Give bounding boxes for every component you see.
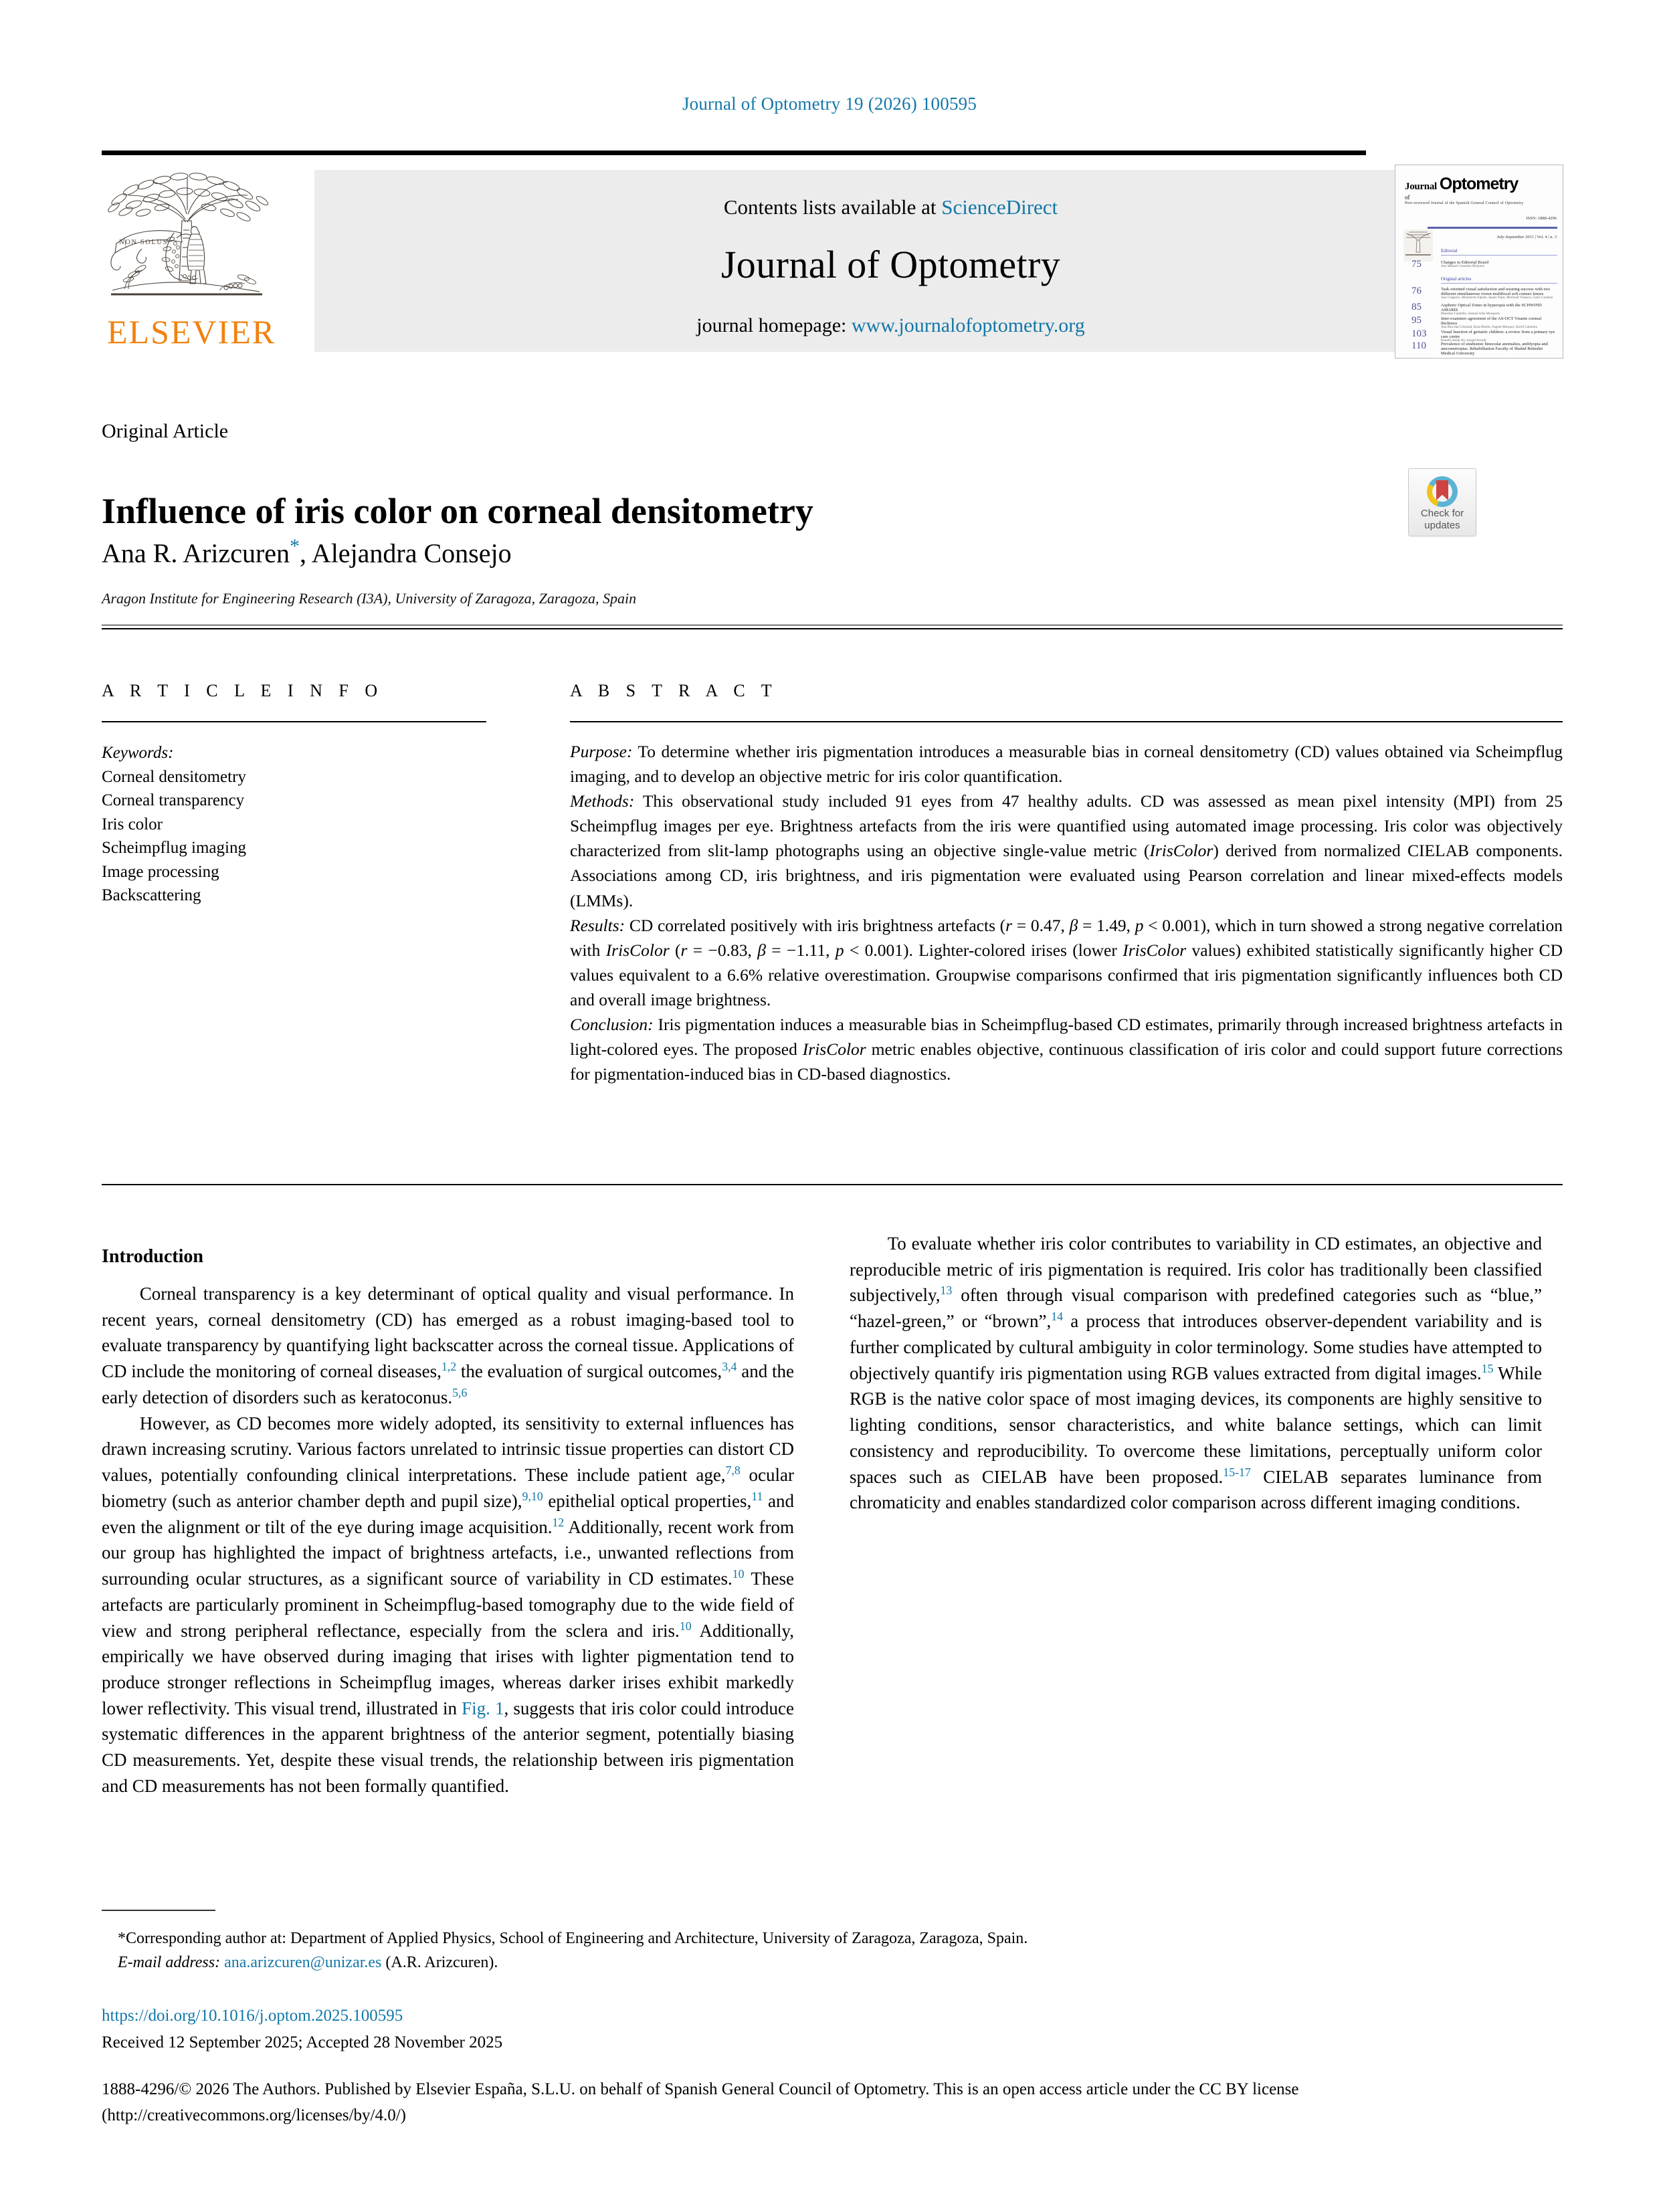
email-note: E-mail address: ana.arizcuren@unizar.es (A.R. Arizcuren). — [118, 1954, 498, 1971]
citation-ref[interactable]: 13 — [940, 1284, 953, 1298]
section-heading-introduction: Introduction — [102, 1246, 203, 1268]
abstract-purpose-label: Purpose: — [570, 742, 633, 761]
non-solus-motto: NON SOLUS — [119, 239, 169, 246]
cover-section-editorial: Editorial — [1441, 248, 1458, 254]
masthead-top-rule — [102, 150, 1366, 155]
abstract-results-label: Results: — [570, 915, 625, 935]
affiliation: Aragon Institute for Engineering Research (I3A), University of Zaragoza, Zaragoza, Spain — [102, 590, 637, 607]
abstract-block-top-rule-2 — [102, 628, 1563, 629]
intro-paragraph-2: However, as CD becomes more widely adopted, its sensitivity to external influences has drawn increasing scrutiny. Various factors unrelated to intrinsic tissue properties can distort CD values, potentially confounding clinical interpretations. These include patient age,$^{7,8}$ ocular biometry (such as anterior chamber depth and pupil size),$^{9,10}$ epithelial optical properties,$^{11}$ and even the alignment or tilt of the eye during image acquisition.$^{12}$ Additionally, recent work from our group has highlighted the impact of brightness artefacts, i.e., unwanted reflections from surrounding ocular structures, as a significant source of variability in CD estimates.$^{10}$ These artefacts are particularly prominent in Scheimpflug-based tomography due to the wide field of view and strong peripheral reflectance, especially from the sclera and iris.$^{10}$ Additionally, empirically we have observed during imaging that irises with lighter pigmentation tend to produce stronger reflections in Scheimpflug images, whereas darker irises exhibit markedly lower reflectivity. This visual trend, illustrated in Fig. 1, suggests that iris color could introduce systematic differences in the apparent brightness of the anterior segment, potentially biasing CD measurements. Yet, despite these visual trends, the relationship between iris pigmentation and CD measurements has not been formally quantified. — [102, 1413, 794, 1796]
body-column-right — [850, 1231, 1542, 1516]
journal-cover-thumbnail[interactable] — [1395, 165, 1563, 359]
cover-tagline: Peer-reviewed Journal of the Spanish General Council of Optometry — [1405, 201, 1524, 205]
contents-line — [314, 195, 1467, 219]
author-list — [102, 535, 1306, 569]
running-head: Journal of Optometry 19 (2026) 100595 — [682, 94, 977, 114]
citation-ref[interactable]: 5,6 — [452, 1385, 468, 1399]
homepage-line — [314, 314, 1467, 337]
author-2: , Alejandra Consejo — [300, 538, 512, 569]
citation-ref[interactable]: 11 — [751, 1489, 763, 1503]
intro-paragraph-3: To evaluate whether iris color contributes to variability in CD estimates, an objective and reproducible metric of iris pigmentation is required. Iris color has traditionally been classified subjectively,$^{13}$ often through visual comparison with predefined categories such as “blue,” “hazel-green,” or “brown”,$^{14}$ a process that introduces observer-dependent variability and is further complicated by cultural ambiguity in color terminology. Some studies have attempted to objectively quantify iris pigmentation using RGB values extracted from digital images.$^{15}$ While RGB is the native color space of most imaging devices, its components are highly sensitive to lighting conditions, sensor characteristics, and white balance settings, which can limit consistency and reproducibility. To overcome these limitations, perceptually uniform color spaces such as CIELAB have been proposed.$^{15-17}$ CIELAB separates luminance from chromaticity and enables standardized color comparison across different imaging conditions. — [850, 1233, 1543, 1513]
article-history: Received 12 September 2025; Accepted 28 November 2025 — [102, 2033, 503, 2051]
cover-article-1: Changes in Editorial Board Jose Manuel Gonzalez-Meijome — [1441, 260, 1488, 268]
cover-article-4: Inter-examiner agreement of the AS-OCT Visante corneal thickness Ana Rita San Cristobal, Rosa Martin, Angela Marquez, David Galarreta — [1441, 316, 1542, 329]
homepage-prefix: journal homepage: — [696, 314, 852, 336]
journal-homepage-link[interactable]: www.journalofoptometry.org — [851, 314, 1085, 336]
cover-rule-top — [1428, 227, 1557, 229]
cover-elsevier-mark — [1403, 229, 1433, 262]
abstract-conclusion-label: Conclusion: — [570, 1015, 654, 1035]
keyword-item: Image processing — [102, 862, 219, 881]
abstract-block-bottom-rule — [102, 1184, 1563, 1185]
cover-issn: ISSN: 1888-4296 — [1526, 216, 1557, 221]
sciencedirect-link[interactable]: ScienceDirect — [941, 195, 1058, 219]
cover-journal-word: Journal — [1405, 181, 1437, 192]
keywords-block — [102, 741, 476, 908]
cover-article-2: Task-oriented visual satisfaction and wearing success with two different simultaneous vision multifocal soft contact lenses Jose Chaparro, Montserrat Alpiste, Jaume Pujol, Meritxell Vilaseca, Genis Cardona — [1441, 287, 1553, 300]
cover-sep-1 — [1441, 255, 1557, 256]
cover-page-95: 95 — [1411, 315, 1422, 326]
keyword-item: Corneal densitometry — [102, 767, 246, 786]
elsevier-tree-icon — [102, 169, 274, 312]
journal-title: Journal of Optometry — [720, 243, 1061, 286]
abstract-conclusion: Conclusion: Iris pigmentation induces a measurable bias in Scheimpflug-based CD estimates, primarily through increased brightness artefacts in light-colored eyes. The proposed IrisColor metric enables objective, continuous classification of iris color and could support future corrections for pigmentation-induced bias in CD-based diagnostics. — [570, 1015, 1563, 1084]
crossmark-label-line2: updates — [1424, 520, 1460, 531]
citation-ref[interactable]: 14 — [1051, 1310, 1064, 1324]
citation-ref[interactable]: 7,8 — [725, 1464, 741, 1478]
abstract-text — [570, 739, 1563, 1086]
crossmark-badge[interactable] — [1408, 468, 1476, 536]
email-link[interactable]: ana.arizcuren@unizar.es — [224, 1954, 382, 1971]
cover-section-original: Original articles — [1441, 276, 1472, 282]
keyword-item: Backscattering — [102, 886, 201, 904]
cover-page-76: 76 — [1411, 286, 1422, 296]
author-1: Ana R. Arizcuren — [102, 538, 290, 569]
page-title: Influence of iris color on corneal densitometry — [102, 491, 813, 532]
cover-page-75: 75 — [1411, 259, 1422, 270]
keyword-item: Scheimpflug imaging — [102, 839, 246, 857]
cover-sep-2 — [1441, 283, 1557, 284]
citation-ref[interactable]: 1,2 — [441, 1360, 457, 1374]
cover-issue-line: July-September 2011 | Vol. 4 | n. 3 — [1496, 235, 1557, 239]
abstract-purpose: Purpose: To determine whether iris pigmentation introduces a measurable bias in corneal densitometry (CD) values obtained via Scheimpflug imaging, and to develop an objective metric for iris color quantification. — [570, 742, 1563, 787]
citation-ref[interactable]: 3,4 — [722, 1360, 737, 1374]
abstract-rule — [570, 721, 1563, 722]
cover-masthead — [1405, 175, 1557, 205]
keywords-heading: Keywords: — [102, 744, 174, 762]
doi-link[interactable]: https://doi.org/10.1016/j.optom.2025.100595 — [102, 2007, 403, 2025]
doi-link-wrap[interactable] — [102, 2007, 403, 2025]
keyword-item: Iris color — [102, 815, 163, 833]
cover-page-103: 103 — [1411, 328, 1427, 339]
contents-prefix: Contents lists available at — [723, 195, 942, 219]
cover-page-110: 110 — [1411, 340, 1426, 351]
crossmark-label-line1: Check for — [1420, 508, 1464, 519]
elsevier-wordmark: ELSEVIER — [107, 313, 276, 350]
masthead — [102, 161, 1366, 351]
citation-ref[interactable]: 10 — [732, 1567, 745, 1581]
citation-ref[interactable]: 10 — [679, 1619, 692, 1633]
corresponding-author-note: *Corresponding author at: Department of Applied Physics, School of Engineering and Architecture, University of Zaragoza, Zaragoza, Spain. — [118, 1930, 1028, 1947]
footnote-rule — [102, 1910, 215, 1911]
corresponding-author-marker: * — [290, 535, 300, 557]
citation-ref[interactable]: 15-17 — [1223, 1465, 1251, 1479]
email-label: E-mail address: — [118, 1954, 221, 1971]
cover-of-word: of — [1405, 194, 1410, 201]
citation-ref[interactable]: 9,10 — [522, 1489, 543, 1503]
article-info-label: A R T I C L E I N F O — [102, 681, 384, 700]
abstract-methods-label: Methods: — [570, 791, 635, 811]
article-info-rule — [102, 721, 486, 722]
article-type: Original Article — [102, 420, 229, 442]
cover-tree-icon — [1403, 229, 1433, 262]
elsevier-logo — [102, 169, 274, 353]
footnotes-block — [102, 1926, 1563, 1975]
cover-article-6: Prevalence of strabismic binocular anomalies, amblyopia and amcometropias. Rehabilitation Faculty of Shahid Beheshti Medical University — [1441, 342, 1548, 356]
copyright-notice: 1888-4296/© 2026 The Authors. Published by Elsevier España, S.L.U. on behalf of Spanish General Council of Optometry. This is an open access article under the CC BY license (http://creativecommons.org/licenses/by/4.0/) — [102, 2080, 1299, 2124]
abstract-results: Results: CD correlated positively with iris brightness artefacts (r = 0.47, β = 1.49, p < 0.001), which in turn showed a strong negative correlation with IrisColor (r = −0.83, β = −1.11, p < 0.001). Lighter-colored irises (lower IrisColor values) exhibited statistically significantly higher CD values equivalent to a 6.6% relative overestimation. Groupwise comparisons confirmed that iris pigmentation significantly influences both CD and overall image brightness. — [570, 915, 1563, 1009]
body-column-left — [102, 1281, 794, 1799]
cover-article-5: Visual function of geriatric children: a review from a primary eye care centre Bonafli Abdul Ali, Amjad Arroufi — [1441, 330, 1555, 342]
masthead-band — [314, 170, 1467, 352]
keyword-item: Corneal transparency — [102, 791, 245, 809]
cover-page-85: 85 — [1411, 302, 1422, 312]
abstract-methods: Methods: This observational study included 91 eyes from 47 healthy adults. CD was assessed as mean pixel intensity (MPI) from 25 Scheimpflug images per eye. Brightness artefacts from the iris were quantified using automated image processing. Iris color was objectively characterized from slit-lamp photographs using an objective single-value metric (IrisColor) derived from normalized CIELAB components. Associations among CD, iris brightness, and iris pigmentation were evaluated using Pearson correlation and linear mixed-effects models (LMMs). — [570, 791, 1563, 910]
citation-ref[interactable]: 15 — [1481, 1361, 1494, 1375]
cover-optometry-word: Optometry — [1439, 175, 1519, 193]
citation-ref[interactable]: 12 — [552, 1515, 565, 1529]
cover-article-3: Aspheric Optical Zones in hyperopia with the SCHWIND AMARIS Massimo Camellin, Samuel Arba Mosquera — [1441, 303, 1542, 316]
abstract-label: A B S T R A C T — [570, 681, 778, 700]
intro-paragraph-1: Corneal transparency is a key determinant of optical quality and visual performance. In recent years, corneal densitometry (CD) has emerged as a robust imaging-based tool to evaluate transparency by quantifying light backscatter across the corneal tissue. Applications of CD include the monitoring of corneal diseases,$^{1,2}$ the evaluation of surgical outcomes,$^{3,4}$ and the early detection of disorders such as keratoconus.$^{5,6}$ — [102, 1284, 794, 1407]
figure-reference-link[interactable]: Fig. 1 — [462, 1698, 504, 1718]
